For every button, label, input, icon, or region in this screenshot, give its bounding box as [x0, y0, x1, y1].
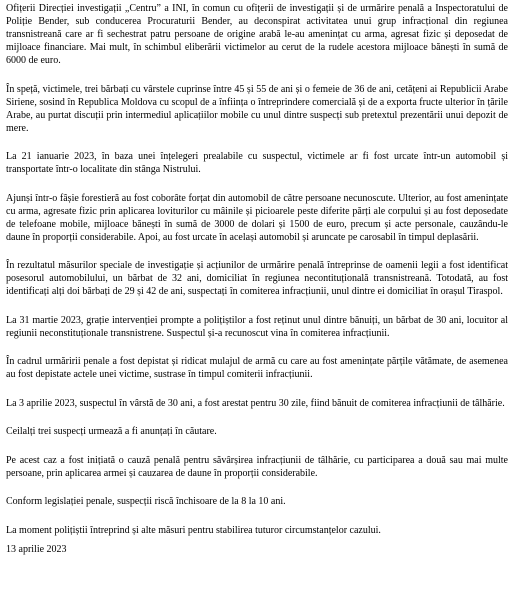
paragraph-mar-31: La 31 martie 2023, grație intervenției prompte a polițiștilor a fost reținut unul dintre bănuiți, un bărbat de 30 ani, locuitor al regiunii neconstituționale transnistrene. Suspectul și-a recunoscut vina în comiterea infracțiunii. [6, 314, 508, 339]
paragraph-penalty: Conform legislației penale, suspecții riscă închisoare de la 8 la 10 ani. [6, 496, 286, 507]
paragraph-ongoing: La moment polițiștii întreprind și alte măsuri pentru stabilirea tuturor circumstanțelor cazului. [6, 524, 381, 536]
paragraph-investigation: În rezultatul măsurilor speciale de investigație și acțiunilor de urmărire penală întreprinse de oamenii legii a fost identificat posesorul automobilului, un bărbat de 32 ani, domiciliat în regiunea necontituțională transnistreană. Totodată, au fost identificați alți doi bărbați de 29 și 42 de ani, suspectați în comiterea infracțiunii, unul dintre ei domiciliat în orașul Tiraspol. [6, 260, 508, 297]
paragraph-forest: Ajunși într-o fâșie forestieră au fost coborâte forțat din automobil de către persoane necunoscute. Ulterior, au fost amenințate cu arma, agresate fizic prin aplicarea loviturilor cu mâinile și picioarele peste diferite părți ale corpului și au fost deposedate de telefoane mobile, mijloace bănești în sumă de 3000 de dolari și 1500 de euro, precum și acte personale, cauzându-le daune în proporții considerabile. Apoi, au fost urcate în același automobil și aruncate pe carosabil în timpul deplasării. [6, 192, 508, 243]
paragraph-evidence: În cadrul urmăririi penale a fost depistat și ridicat mulajul de armă cu care au fost amenințate părțile vătămate, de asemenea au fost depistate actele unei victime, sustrase în timpul comiterii infracțiunii. [6, 356, 508, 380]
paragraph-intro: Ofițerii Direcției investigații „Centru” a INI, în comun cu ofițerii de investigații și de urmărire penală a Inspectoratului de Poliție Bender, sub conducerea Procuraturii Bender, au deconspirat activitatea unui grup infracțional din regiunea transnistreană care ar fi sechestrat patru persoane de origine arabă le-au amenințat cu arma, agresat fizic și deposedat de mijloace financiare. Mai mult, în schimbul eliberării victimelor au cerut de la rudele acestora mijloace bănești în sumă de 6000 de euro. [6, 3, 508, 66]
paragraph-arrest: La 3 aprilie 2023, suspectul în vârstă de 30 ani, a fost arestat pentru 30 zile, fiind bănuit de comiterea infracțiunii de tâlhărie. [6, 397, 505, 409]
paragraph-case: Pe acest caz a fost inițiată o cauză penală pentru săvârșirea infracțiunii de tâlhărie, cu participarea a două sau mai multe persoane, prin aplicarea armei și cauzarea de daune în proporții considerabile. [6, 454, 508, 479]
paragraph-victims: În speță, victimele, trei bărbați cu vârstele cuprinse între 45 și 55 de ani și o femeie de 36 de ani, cetățeni ai Republicii Arabe Siriene, sosind în Republica Moldova cu scopul de a înființa o întreprindere comercială și de a exporta fructe ulterior în țările Arabe, au purtat discuții prin intermediul aplicațiilor mobile cu unul dintre suspecți sub pretextul prezentării unui depozit de mere. [6, 83, 508, 134]
paragraph-jan-21: La 21 ianuarie 2023, în baza unei înțelegeri prealabile cu suspectul, victimele ar fi fost urcate într-un automobil și transportate într-o localitate din stânga Nistrului. [6, 151, 508, 175]
paragraph-search: Ceilalți trei suspecți urmează a fi anunțați în căutare. [6, 426, 217, 437]
article-date-partial: 13 aprilie 2023 [6, 543, 67, 555]
